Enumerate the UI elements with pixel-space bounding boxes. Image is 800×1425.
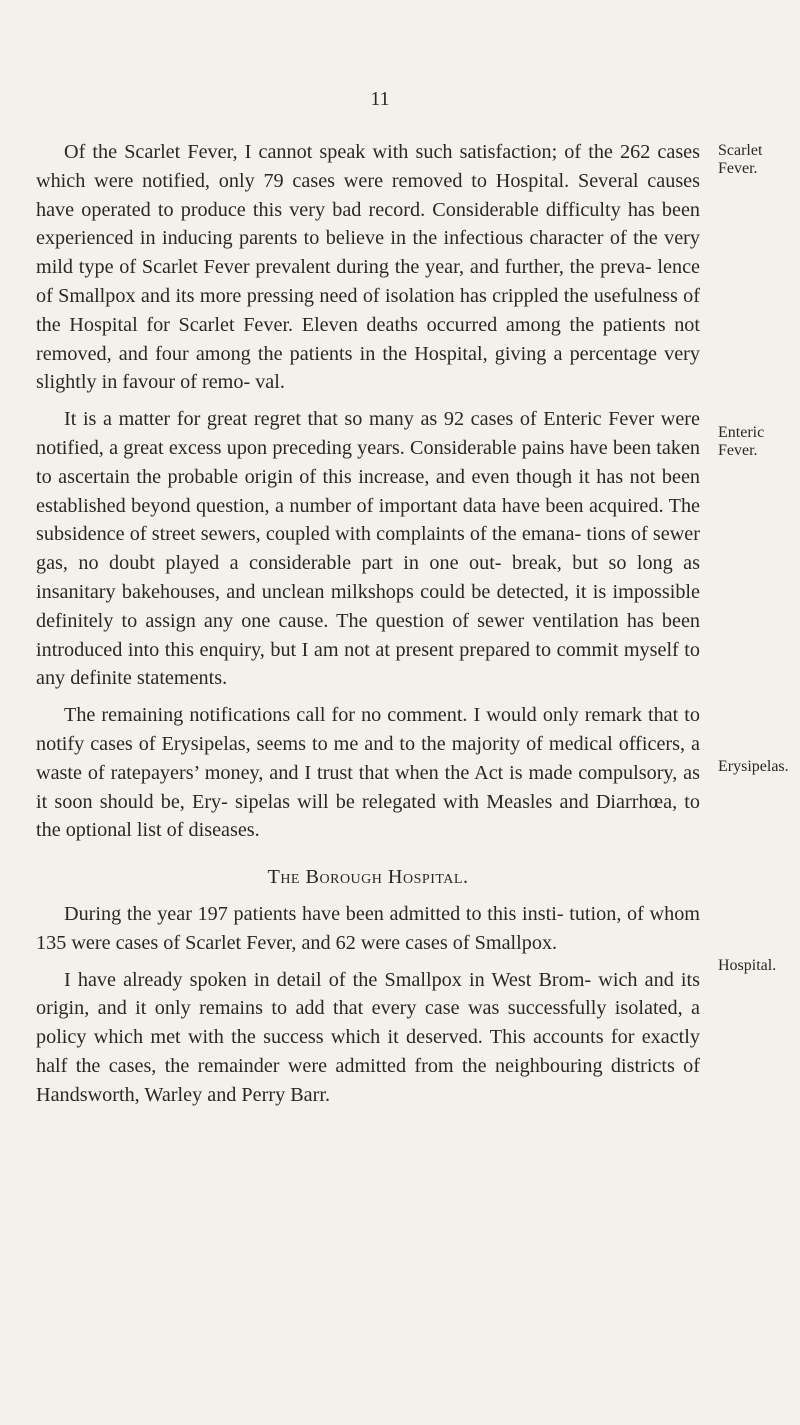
section-heading-borough-hospital: The Borough Hospital. — [267, 866, 469, 889]
margin-note-scarlet-line1: Scarlet — [718, 142, 763, 159]
paragraph-enteric-fever: It is a matter for great regret that so many as 92 cases of Enteric Fever were notified, a great excess upon preceding years. Considerable pains have been taken to ascertain the probable origin of this increase, and even though it has not been established beyond question, a number of important data have been acquired. The subsidence of street sewers, coupled with complaints of the emana- tions of sewer gas, no doubt played a considerable part in one out- break, but so long as insanitary bakehouses, and unclean milkshops could be detected, it is impossible definitely to assign any one cause. The question of sewer ventilation has been introduced into this enquiry, but I am not at present prepared to commit myself to any definite statements. — [36, 408, 700, 690]
margin-note-hospital: Hospital. — [718, 957, 777, 974]
page-number: 11 — [370, 88, 390, 110]
main-text — [36, 138, 700, 1118]
margin-note-enteric-line1: Enteric — [718, 424, 765, 441]
paragraph-smallpox-detail: I have already spoken in detail of the Smallpox in West Brom- wich and its origin, and it only remains to add that every case was successfully isolated, a policy which met with the success which it deserved. This accounts for exactly half the cases, the remainder were admitted from the neighbouring districts of Handsworth, Warley and Perry Barr. — [36, 968, 700, 1106]
margin-note-scarlet-line2: Fever. — [718, 160, 758, 177]
margin-note-erysipelas: Erysipelas. — [718, 758, 789, 775]
margin-note-scarlet-fever — [718, 142, 800, 178]
paragraph-hospital-admissions: During the year 197 patients have been admitted to this insti- tution, of whom 135 were cases of Scarlet Fever, and 62 were cases of Smallpox. — [36, 902, 700, 954]
margin-note-enteric-line2: Fever. — [718, 442, 758, 459]
paragraph-erysipelas: The remaining notifications call for no comment. I would only remark that to notify cases of Erysipelas, seems to me and to the majority of medical officers, a waste of ratepayers’ money, and I trust that when the Act is made compulsory, as it soon should be, Ery- sipelas will be relegated with Measles and Diarrhœa, to the optional list of diseases. — [36, 704, 700, 842]
paragraph-scarlet-fever: Of the Scarlet Fever, I cannot speak with such satisfaction; of the 262 cases which were notified, only 79 cases were removed to Hospital. Several causes have operated to produce this very bad record. Considerable difficulty has been experienced in inducing parents to believe in the infectious character of the very mild type of Scarlet Fever prevalent during the year, and further, the preva- lence of Smallpox and its more pressing need of isolation has crippled the usefulness of the Hospital for Scarlet Fever. Eleven deaths occurred among the patients not removed, and four among the patients in the Hospital, giving a percentage very slightly in favour of remo- val. — [36, 141, 700, 394]
margin-note-enteric-fever — [718, 424, 800, 460]
